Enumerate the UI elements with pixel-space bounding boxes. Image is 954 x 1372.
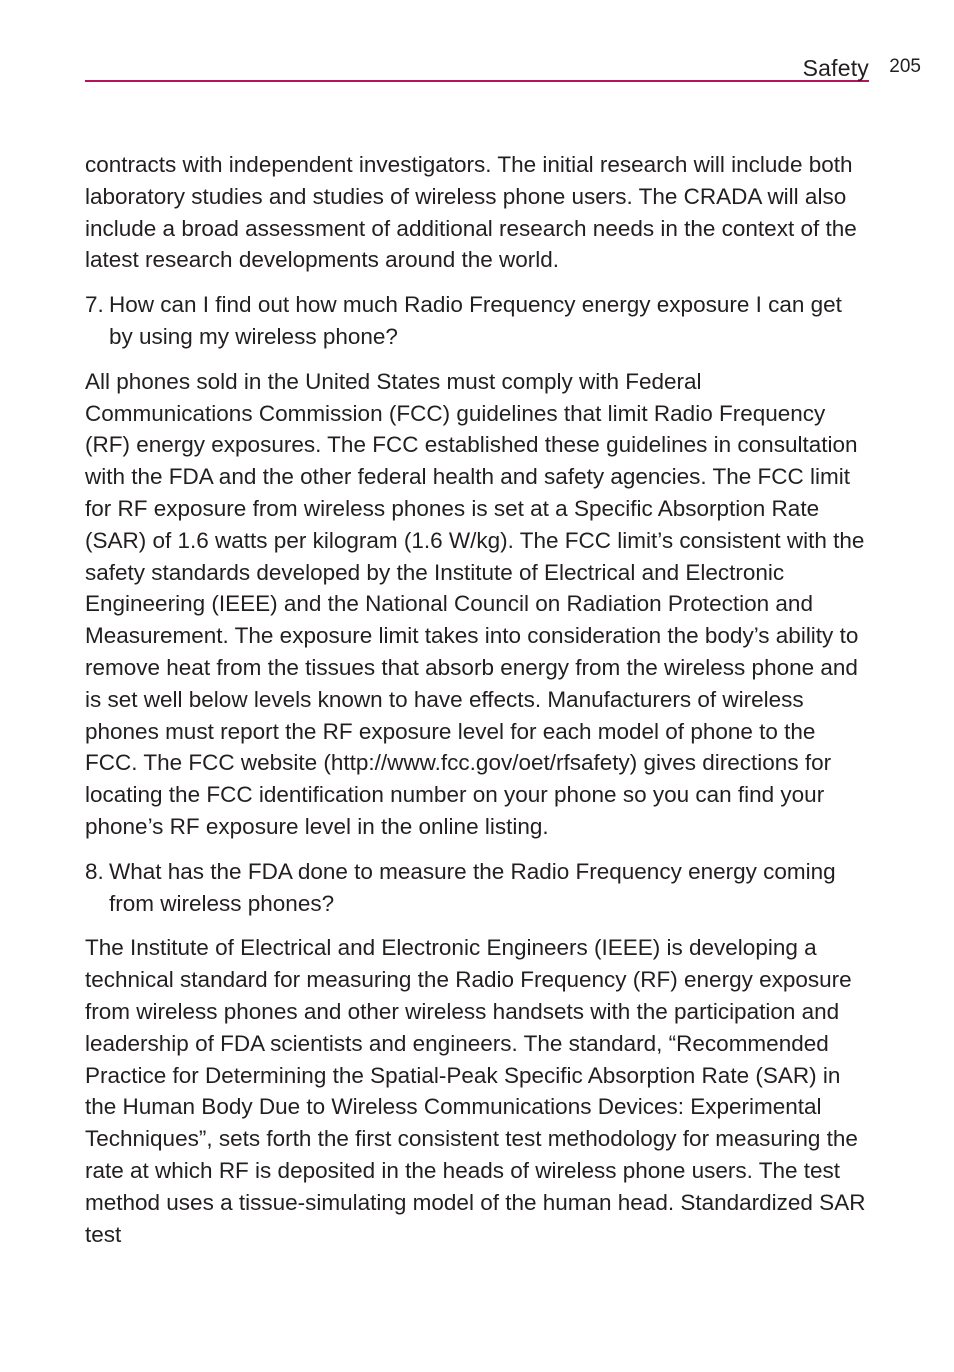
question-7-answer: All phones sold in the United States must comply with Federal Communications Commission (FCC) guidelines that limit Radio Frequency (RF) energy exposures. The FCC established these guidelines in consultation with the FDA and the other federal health and safety agencies. The FCC limit for RF exposure from wireless phones is set at a Specific Absorption Rate (SAR) of 1.6 watts per kilogram (1.6 W/kg). The FCC limit’s consistent with the safety standards developed by the Institute of Electrical and Electronic Engineering (IEEE) and the National Council on Radiation Protection and Measurement. The exposure limit takes into consideration the body’s ability to remove heat from the tissues that absorb energy from the wireless phone and is set well below levels known to have effects. Manufacturers of wireless phones must report the RF exposure level for each model of phone to the FCC. The FCC website (http://www.fcc.gov/oet/rfsafety) gives directions for locating the FCC identification number on your phone so you can find your phone’s RF exposure level in the online listing. (85, 368, 865, 839)
page-header (85, 52, 925, 84)
question-8-number: 8. (85, 858, 104, 884)
page-content (85, 149, 870, 1263)
question-8 (85, 856, 870, 920)
question-7-number: 7. (85, 292, 104, 318)
question-8-answer: The Institute of Electrical and Electronic Engineers (IEEE) is developing a technical standard for measuring the Radio Frequency (RF) energy exposure from wireless phones and other wireless handsets with the participation and leadership of FDA scientists and engineers. The standard, “Recommended Practice for Determining the Spatial-Peak Specific Absorption Rate (SAR) in the Human Body Due to Wireless Communications Devices: Experimental Techniques”, sets forth the first consistent test methodology for measuring the rate at which RF is deposited in the heads of wireless phone users. The test method uses a tissue-simulating model of the human head. Standardized SAR test (85, 935, 866, 1247)
question-7 (85, 289, 870, 353)
header-divider (85, 80, 869, 82)
section-title: Safety (802, 55, 869, 81)
page-number: 205 (889, 56, 921, 77)
question-7-text: How can I find out how much Radio Frequency energy exposure I can get by using my wireless phone? (109, 292, 842, 349)
intro-paragraph: contracts with independent investigators. The initial research will include both laboratory studies and studies of wireless phone users. The CRADA will also include a broad assessment of additional research needs in the context of the latest research developments around the world. (85, 152, 857, 273)
question-8-text: What has the FDA done to measure the Radio Frequency energy coming from wireless phones? (109, 858, 836, 916)
